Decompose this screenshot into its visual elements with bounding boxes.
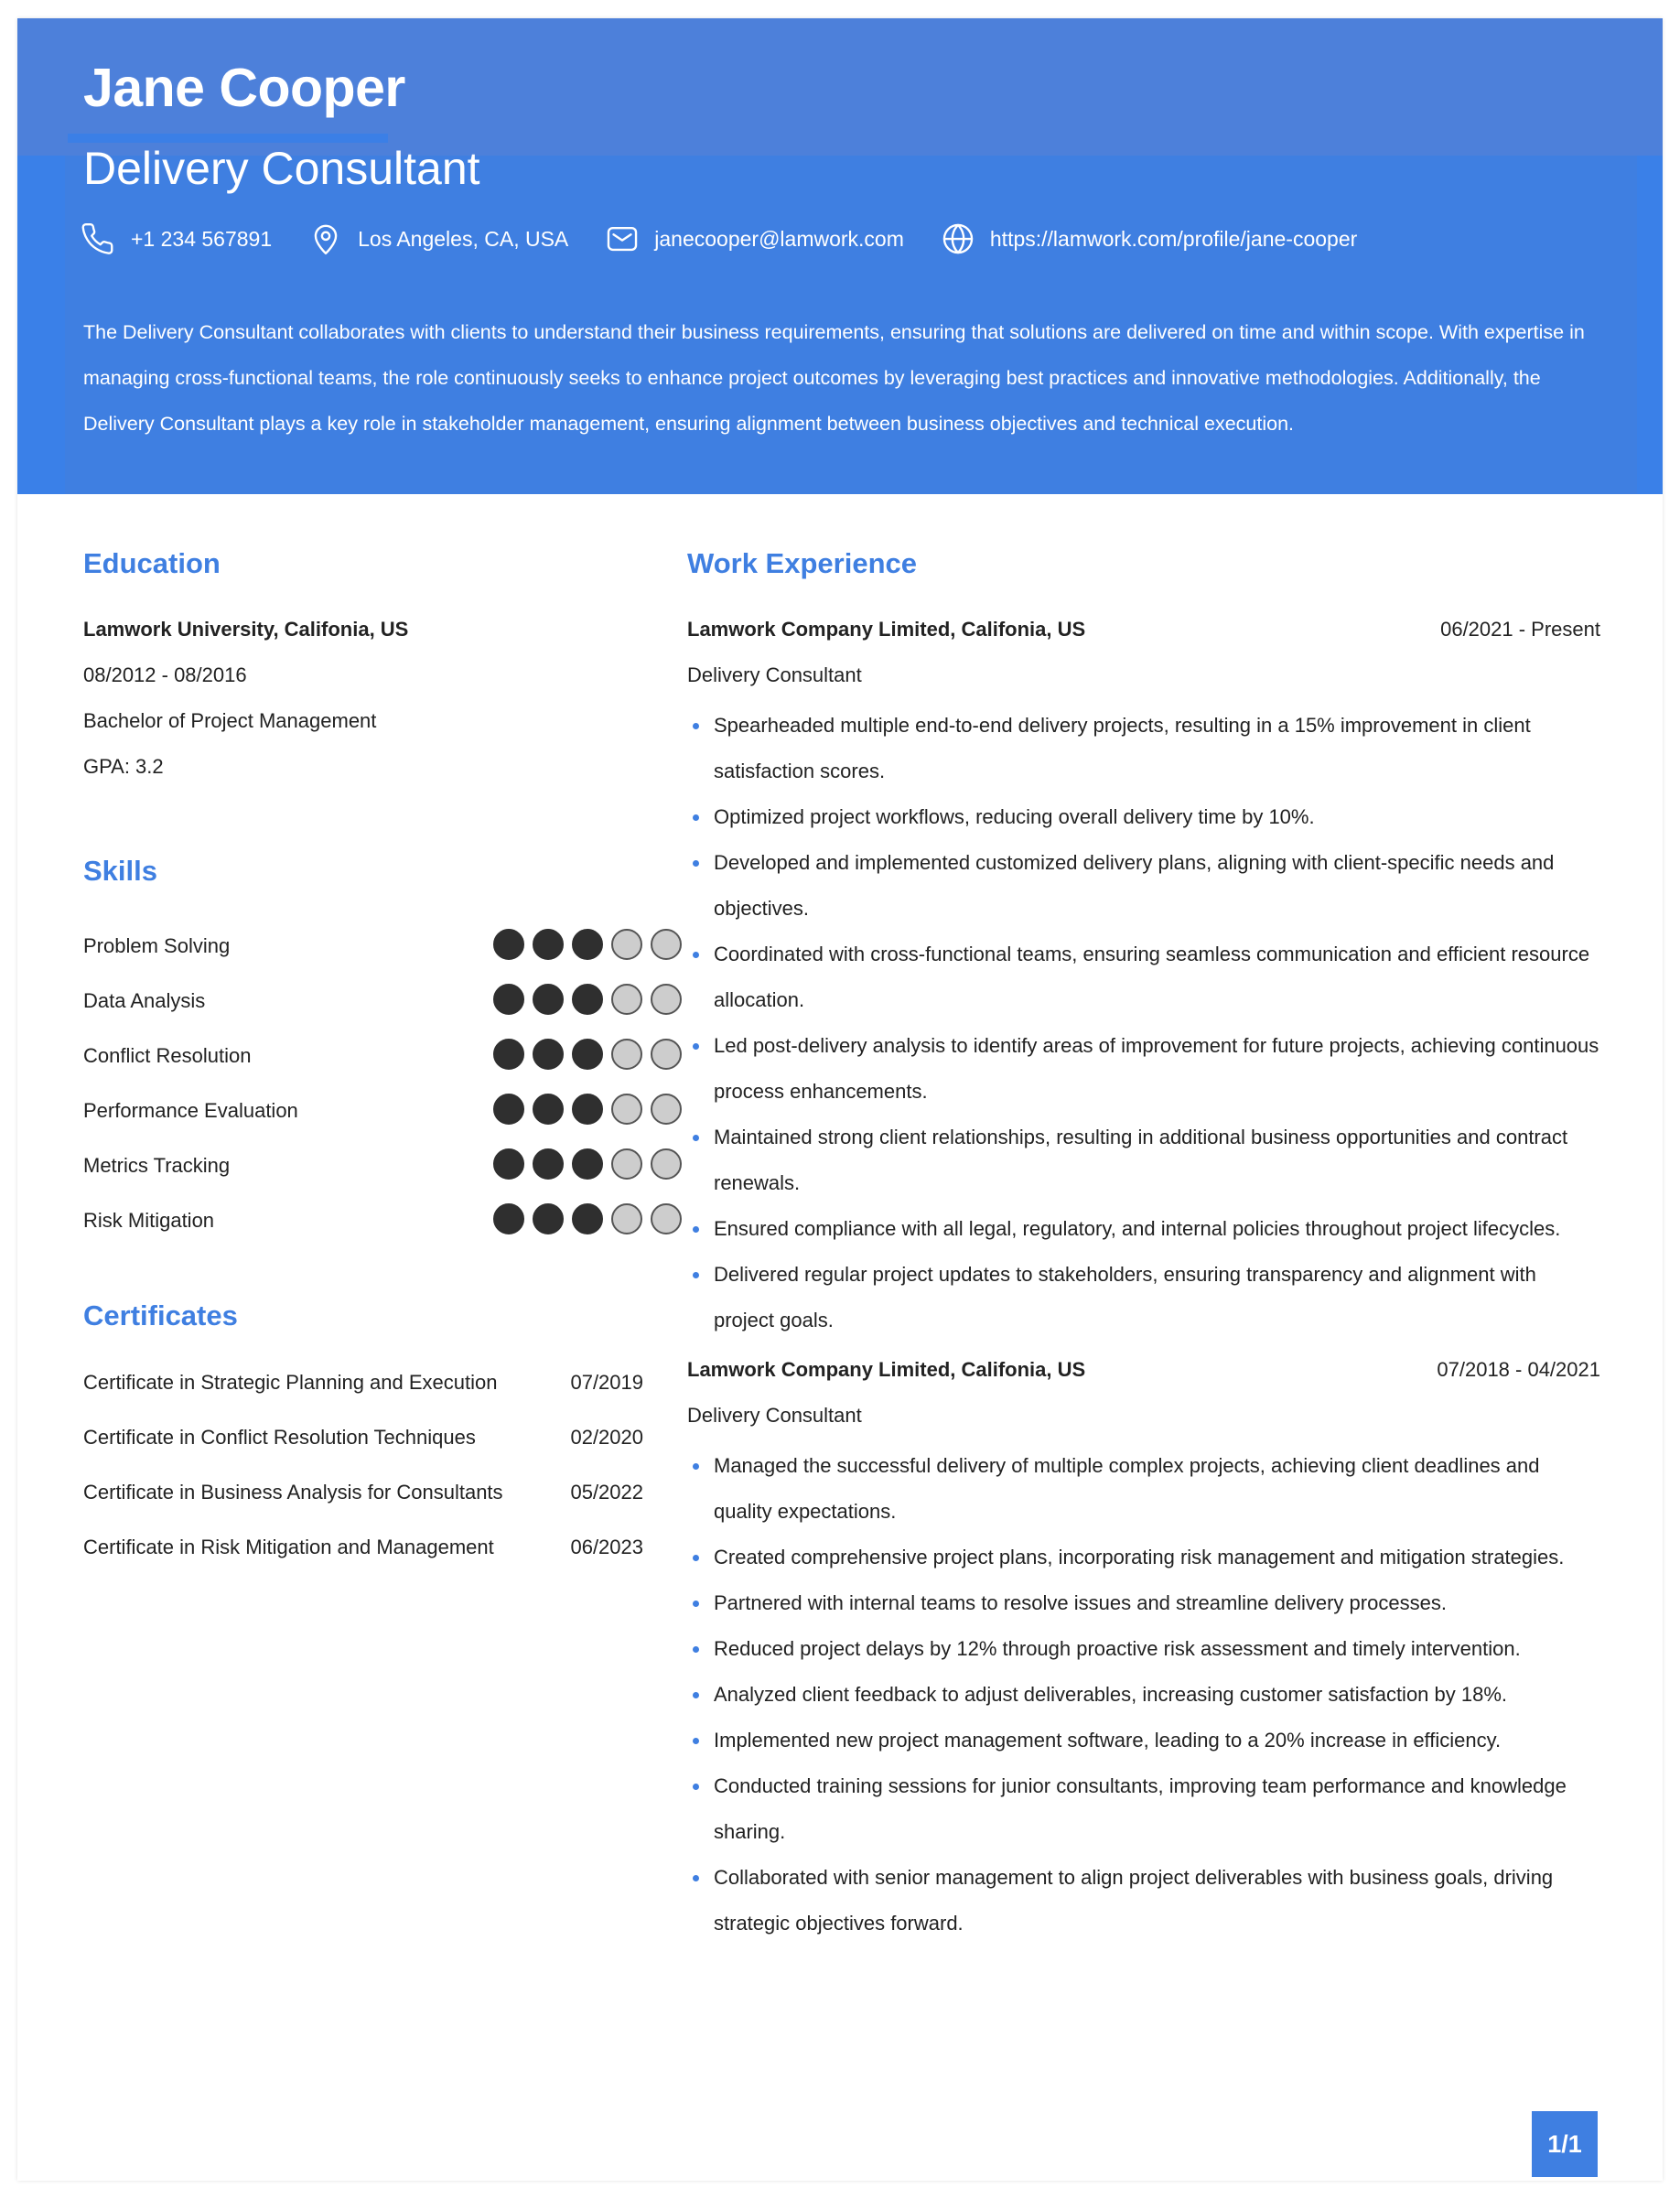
phone-icon [81,221,116,256]
rating-dot-filled [572,984,603,1015]
rating-dot-filled [493,1094,524,1125]
job-1-bullet: Delivered regular project updates to stakeholders, ensuring transparency and alignment with project goals. [687,1252,1600,1343]
certificate-row [83,1371,643,1407]
job-2-bullet: Conducted training sessions for junior consultants, improving team performance and knowledge sharing. [687,1763,1600,1855]
rating-dot-filled [533,984,564,1015]
job-2-dates: 07/2018 - 04/2021 [1437,1358,1600,1381]
job-2-bullet: Analyzed client feedback to adjust deliverables, increasing customer satisfaction by 18%. [687,1672,1600,1718]
rating-dot-filled [493,1203,524,1234]
location-text: Los Angeles, CA, USA [358,226,569,251]
job-2-bullet: Collaborated with senior management to align project deliverables with business goals, driving strategic objectives forward. [687,1855,1600,1946]
header [17,18,1663,494]
certificate-row [83,1536,643,1572]
rating-dot-empty [611,1148,642,1180]
job-title: Delivery Consultant [83,143,480,194]
resume-page [17,18,1663,2181]
job-2-header [687,1358,1600,1382]
page-indicator[interactable]: 1/1 [1532,2111,1598,2177]
rating-dot-filled [572,1094,603,1125]
skill-row [83,1147,641,1183]
education-heading: Education [83,547,221,579]
phone-text: +1 234 567891 [131,226,273,251]
location-pin-icon [308,221,343,256]
rating-dot-empty [651,1148,682,1180]
certificate-name: Certificate in Strategic Planning and Execution [83,1371,498,1394]
rating-dot-filled [493,1039,524,1070]
rating-dot-filled [572,1203,603,1234]
job-1-bullet: Led post-delivery analysis to identify areas of improvement for future projects, achieving continuous process enhancements. [687,1023,1600,1115]
certificate-date: 06/2023 [570,1536,643,1558]
contact-phone[interactable] [81,221,272,256]
certificate-name: Certificate in Risk Mitigation and Management [83,1536,494,1558]
rating-dot-empty [651,1203,682,1234]
job-2-role: Delivery Consultant [687,1404,862,1427]
job-1-header [687,618,1600,641]
skill-name: Conflict Resolution [83,1044,252,1067]
skill-name: Performance Evaluation [83,1099,298,1122]
job-1-bullets [687,703,1600,1343]
job-1-bullet: Developed and implemented customized delivery plans, aligning with client-specific needs and objectives. [687,840,1600,932]
rating-dot-empty [651,929,682,960]
job-1-bullet: Spearheaded multiple end-to-end delivery projects, resulting in a 15% improvement in client satisfaction scores. [687,703,1600,794]
candidate-name: Jane Cooper [83,58,405,118]
job-1-bullet: Coordinated with cross-functional teams, ensuring seamless communication and efficient resource allocation. [687,932,1600,1023]
skill-rating [493,1203,690,1234]
skill-name: Problem Solving [83,934,231,957]
rating-dot-empty [651,1094,682,1125]
rating-dot-filled [493,984,524,1015]
rating-dot-filled [572,1039,603,1070]
skill-rating [493,1039,690,1070]
rating-dot-empty [611,1203,642,1234]
skill-rating [493,929,690,960]
email-text: janecooper@lamwork.com [654,226,904,251]
job-2-bullets [687,1443,1600,1946]
globe-icon [941,221,975,256]
contact-location [308,221,568,256]
contact-bar [81,216,1394,262]
skill-rating [493,984,690,1015]
job-1-bullet: Ensured compliance with all legal, regulatory, and internal policies throughout project lifecycles. [687,1206,1600,1252]
skills-heading: Skills [83,855,157,887]
header-left-band [17,156,65,494]
job-2-bullet: Managed the successful delivery of multiple complex projects, achieving client deadlines and quality expectations. [687,1443,1600,1535]
job-2-bullet: Partnered with internal teams to resolve issues and streamline delivery processes. [687,1580,1600,1626]
certificate-row [83,1426,643,1462]
skill-rating [493,1094,690,1125]
job-1-bullet: Optimized project workflows, reducing overall delivery time by 10%. [687,794,1600,840]
skill-name: Data Analysis [83,989,206,1012]
certificate-date: 07/2019 [570,1371,643,1394]
rating-dot-filled [533,1094,564,1125]
education-dates: 08/2012 - 08/2016 [83,663,247,686]
website-text: https://lamwork.com/profile/jane-cooper [989,226,1358,251]
rating-dot-empty [651,1039,682,1070]
rating-dot-empty [611,1039,642,1070]
education-gpa: GPA: 3.2 [83,755,164,778]
job-1-dates: 06/2021 - Present [1440,618,1600,641]
job-2-bullet: Created comprehensive project plans, incorporating risk management and mitigation strategies. [687,1535,1600,1580]
certificates-heading: Certificates [83,1299,238,1331]
skill-name: Metrics Tracking [83,1154,231,1177]
rating-dot-filled [533,1148,564,1180]
rating-dot-empty [651,984,682,1015]
job-2-bullet: Reduced project delays by 12% through proactive risk assessment and timely intervention. [687,1626,1600,1672]
certificate-date: 05/2022 [570,1481,643,1504]
rating-dot-empty [611,1094,642,1125]
rating-dot-filled [493,1148,524,1180]
work-heading: Work Experience [687,547,917,579]
education-degree: Bachelor of Project Management [83,709,377,732]
skill-row [83,1202,641,1238]
rating-dot-empty [611,929,642,960]
skill-name: Risk Mitigation [83,1209,215,1232]
certificate-date: 02/2020 [570,1426,643,1449]
skill-row [83,1037,641,1073]
certificate-name: Certificate in Conflict Resolution Techniques [83,1426,476,1449]
certificate-row [83,1481,643,1517]
job-1-company: Lamwork Company Limited, Califonia, US [687,618,1086,641]
rating-dot-filled [533,929,564,960]
email-icon [605,221,640,256]
header-right-band [1637,156,1663,494]
skill-row [83,1092,641,1128]
summary-text: The Delivery Consultant collaborates with clients to understand their business requirements, ensuring that solutions are delivered on time and within scope. With expertise in managing cross-functional teams, the role continuously seeks to enhance project outcomes by leveraging best practices and innovative methodologies. Additionally, the Delivery Consultant plays a key role in stakeholder management, ensuring alignment between business objectives and technical execution. [83,321,1585,435]
contact-website[interactable] [941,221,1357,256]
certificate-name: Certificate in Business Analysis for Consultants [83,1481,503,1504]
rating-dot-filled [572,1148,603,1180]
skill-row [83,982,641,1019]
education-school: Lamwork University, Califonia, US [83,618,409,641]
contact-email[interactable] [605,221,904,256]
rating-dot-empty [611,984,642,1015]
job-1-bullet: Maintained strong client relationships, resulting in additional business opportunities and contract renewals. [687,1115,1600,1206]
skill-rating [493,1148,690,1180]
rating-dot-filled [572,929,603,960]
rating-dot-filled [533,1039,564,1070]
rating-dot-filled [533,1203,564,1234]
job-2-company: Lamwork Company Limited, Califonia, US [687,1358,1086,1381]
rating-dot-filled [493,929,524,960]
job-1-role: Delivery Consultant [687,663,862,686]
skill-row [83,927,641,964]
job-2-bullet: Implemented new project management software, leading to a 20% increase in efficiency. [687,1718,1600,1763]
